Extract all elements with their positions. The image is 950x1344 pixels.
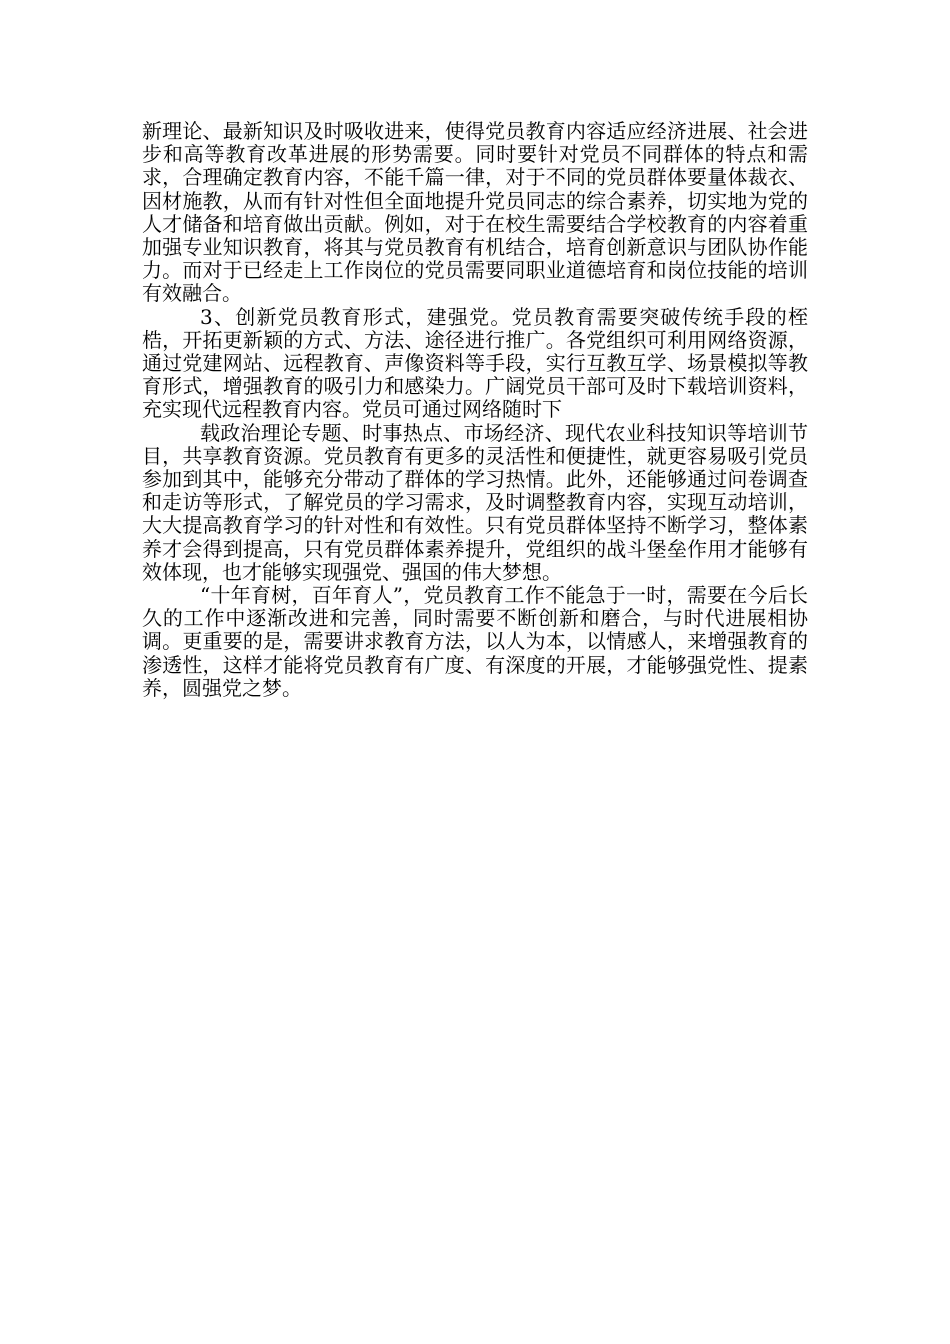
paragraph-online-training: 载政治理论专题、时事热点、市场经济、现代农业科技知识等培训节目，共享教育资源。党员教育有更多的灵活性和便捷性，就更容易吸引党员参加到其中，能够充分带动了群体的学习热情。此外，还能够通过问卷调查和走访等形式，了解党员的学习需求，及时调整教育内容，实现互动培训，大大提高教育学习的针对性和有效性。只有党员群体坚持不断学习，整体素养才会得到提高，只有党员群体素养提升，党组织的战斗堡垒作用才能够有效体现，也才能够实现强党、强国的伟大梦想。: [142, 420, 808, 584]
document-body: [142, 120, 808, 700]
paragraph-conclusion: “十年育树，百年育人”，党员教育工作不能急于一时，需要在今后长久的工作中逐渐改进和完善，同时需要不断创新和磨合，与时代进展相协调。更重要的是，需要讲求教育方法，以人为本，以情感人，来增强教育的渗透性，这样才能将党员教育有广度、有深度的开展，才能够强党性、提素养，圆强党之梦。: [142, 583, 808, 700]
paragraph-continuation: 新理论、最新知识及时吸收进来，使得党员教育内容适应经济进展、社会进步和高等教育改革进展的形势需要。同时要针对党员不同群体的特点和需求，合理确定教育内容，不能千篇一律，对于不同的党员群体要量体裁衣、因材施教，从而有针对性但全面地提升党员同志的综合素养，切实地为党的人才储备和培育做出贡献。例如，对于在校生需要结合学校教育的内容着重加强专业知识教育，将其与党员教育有机结合，培育创新意识与团队协作能力。而对于已经走上工作岗位的党员需要同职业道德培育和岗位技能的培训有效融合。: [142, 119, 808, 306]
paragraph-section-3: 3、创新党员教育形式，建强党。党员教育需要突破传统手段的桎梏，开拓更新颖的方式、方法、途径进行推广。各党组织可利用网络资源，通过党建网站、远程教育、声像资料等手段，实行互教互学、场景模拟等教育形式，增强教育的吸引力和感染力。广阔党员干部可及时下载培训资料，充实现代远程教育内容。党员可通过网络随时下: [142, 304, 808, 422]
